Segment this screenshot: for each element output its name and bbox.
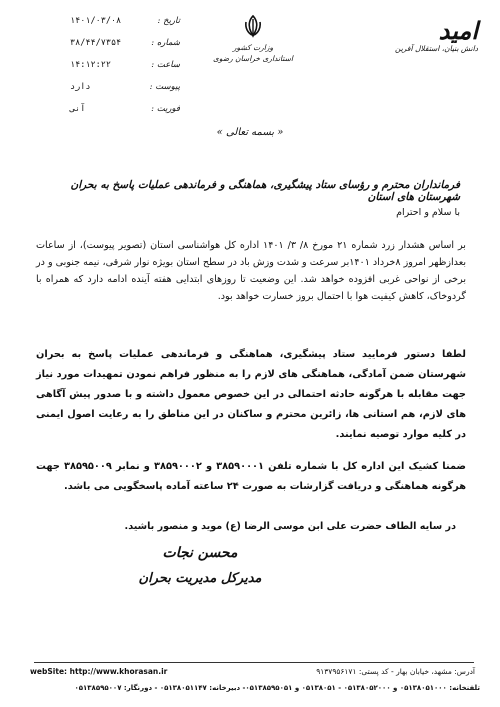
date-value: ۱۴۰۱/۰۳/۰۸ xyxy=(70,16,122,26)
signer-title: مدیرکل مدیریت بحران xyxy=(138,571,262,586)
meta-time-row xyxy=(70,54,180,76)
greeting: با سلام و احترام xyxy=(396,207,460,218)
logo-block xyxy=(328,18,478,53)
meta-date-row xyxy=(70,10,180,32)
addressee: فرمانداران محترم و رؤسای ستاد پیشگیری، هماهنگی و فرماندهی عملیات پاسخ به بحران شهرستان های استان xyxy=(70,179,460,203)
body-paragraph-1: بر اساس هشدار زرد شماره ۲۱ مورخ ۸/ ۳/ ۱۴۰۱ اداره کل هواشناسی استان (تصویر پیوست)، از ساعات بعدازظهر امروز ۸خرداد ۱۴۰۱بر سرعت و شدت وزش باد در سطح استان بویژه نوار شرقی، نیمه جنوبی و در برخی از نواحی غربی افزوده خواهد شد. این وضعیت تا روزهای ابتدایی هفته آینده ادامه دارد که همراه با گردوخاک، کاهش کیفیت هوا با احتمال بروز خسارت خواهد بود. xyxy=(36,240,466,302)
footer-website: webSite: http://www.khorasan.ir xyxy=(30,667,168,676)
meta-urgency-row xyxy=(70,98,180,120)
logo-tagline: دانش بنیان، استقلال آفرین xyxy=(394,44,478,53)
attachment-value: دارد xyxy=(70,82,91,92)
urgency-value: آنی xyxy=(70,104,86,114)
letter-meta xyxy=(70,10,180,120)
number-label: شماره : xyxy=(151,38,180,48)
urgency-label: فوریت : xyxy=(151,104,180,114)
omid-logo: امید xyxy=(438,16,478,45)
signature-block xyxy=(130,545,270,586)
meta-attachment-row xyxy=(70,76,180,98)
governorate-name: استانداری خراسان رضوی xyxy=(213,54,293,63)
time-label: ساعت : xyxy=(151,60,180,70)
time-value: ۱۴:۱۲:۲۲ xyxy=(70,60,111,70)
number-value: ۳۸/۴۴/۷۳۵۴ xyxy=(70,38,122,48)
body-paragraph-2: لطفا دستور فرمایید ستاد پیشگیری، هماهنگی و فرماندهی عملیات پاسخ به بحران شهرستان ضمن آمادگی، هماهنگی های لازم را به منظور فراهم نمودن تمهیدات مورد نیاز جهت مقابله با هرگونه حادثه احتمالی در این خصوص معمول داشته و با صدور پیش آگاهی های لازم، هم استانی ها، زائرین محترم و ساکنان در این مناطق را به رعایت اصول ایمنی در کلیه موارد توصیه نمایند. xyxy=(36,349,466,440)
ministry-name: وزارت کشور xyxy=(232,43,274,52)
emblem-block xyxy=(208,14,298,64)
footer-line-1 xyxy=(30,667,475,676)
meta-number-row xyxy=(70,32,180,54)
date-label: تاریخ : xyxy=(157,16,180,26)
bismillah: « بسمه تعالی » xyxy=(216,127,284,138)
footer-address: آدرس: مشهد، خیابان بهار - کد پستی: ۹۱۳۷۹۵۶۱۷۱ xyxy=(316,667,475,676)
footer-phones: تلفنخانه: ۰۵۱۳۸۰۵۱۰۰۰ و ۰۵۱۳۸۰۵۲۰۰۰ - ۰۵۱۳۸۰۵۱ و ۰۵۱۳۸۵۹۵۰۵۱- دبیرخانه: ۰۵۱۳۸۰۵۱۱۴۷ - دورنگار: ۰۵۱۳۸۵۹۵۰۰۷ xyxy=(74,684,480,692)
attachment-label: پیوست : xyxy=(149,82,180,92)
body-paragraph-3: ضمنا کشیک این اداره کل با شماره تلفن ۳۸۵۹۰۰۰۱ و ۳۸۵۹۰۰۰۲ و نمابر ۳۸۵۹۵۰۰۹ جهت هرگونه هماهنگی و دریافت گزارشات به صورت ۲۴ ساعته آماده پاسخگویی می باشد. xyxy=(36,461,466,492)
iran-emblem-icon xyxy=(242,14,264,38)
closing-line: در سایه الطاف حضرت علی ابن موسی الرضا (ع) موید و منصور باشید. xyxy=(124,521,456,532)
signer-name: محسن نجات xyxy=(162,545,238,561)
footer-divider xyxy=(34,662,474,663)
